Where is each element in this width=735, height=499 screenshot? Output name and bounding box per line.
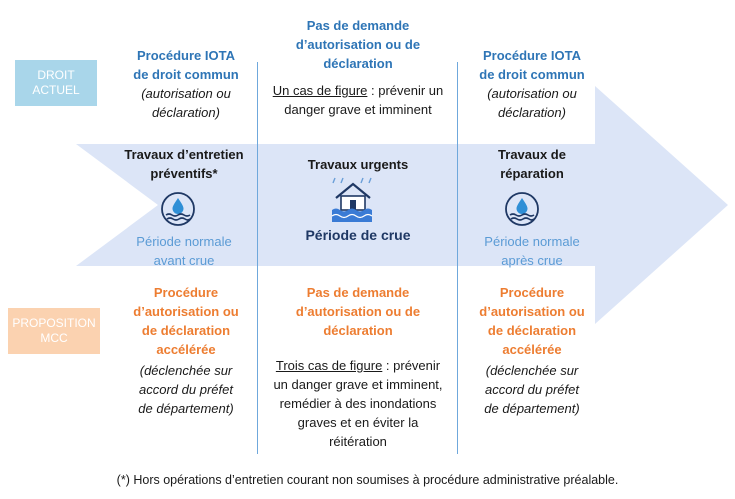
middle-right-title: Travaux de réparation — [498, 147, 566, 181]
badge-droit-actuel: DROIT ACTUEL — [15, 60, 97, 106]
middle-left-period: Période normale avant crue — [136, 234, 232, 268]
bottom-right-procedure: Procédure d’autorisation ou de déclaration accélérée (déclenchée sur accord du préfet de département) — [479, 285, 585, 416]
top-center-case-label: Un cas de figure — [272, 83, 368, 98]
flooded-house-icon — [330, 176, 376, 222]
bottom-center-procedure: Pas de demande d’autorisation ou de déclaration Trois cas de figure : prévenir un danger grave et imminent, remédier à des inondations graves et en éviter la réitération — [273, 285, 443, 449]
middle-center-period: Période de crue — [305, 227, 411, 243]
water-drop-icon — [504, 191, 540, 227]
badge-proposition-mcc: PROPOSITION MCC — [8, 308, 100, 354]
middle-left-title: Travaux d’entretien préventifs* — [124, 147, 244, 181]
top-left-procedure: Procédure IOTA de droit commun (autorisation ou déclaration) — [133, 48, 239, 120]
column-divider-right — [457, 62, 458, 454]
top-center-procedure: Pas de demande d’autorisation ou de déclaration Un cas de figure : prévenir un danger grave et imminent — [272, 18, 444, 117]
bottom-center-case-label: Trois cas de figure — [275, 358, 383, 373]
middle-right-period: Période normale après crue — [484, 234, 580, 268]
water-drop-icon — [160, 191, 196, 227]
middle-center-title: Travaux urgents — [307, 157, 409, 172]
top-right-procedure: Procédure IOTA de droit commun (autorisation ou déclaration) — [479, 48, 585, 120]
footnote: (*) Hors opérations d’entretien courant non soumises à procédure administrative préalable. — [116, 473, 619, 487]
bottom-left-procedure: Procédure d’autorisation ou de déclaration accélérée (déclenchée sur accord du préfet de département) — [133, 285, 239, 416]
